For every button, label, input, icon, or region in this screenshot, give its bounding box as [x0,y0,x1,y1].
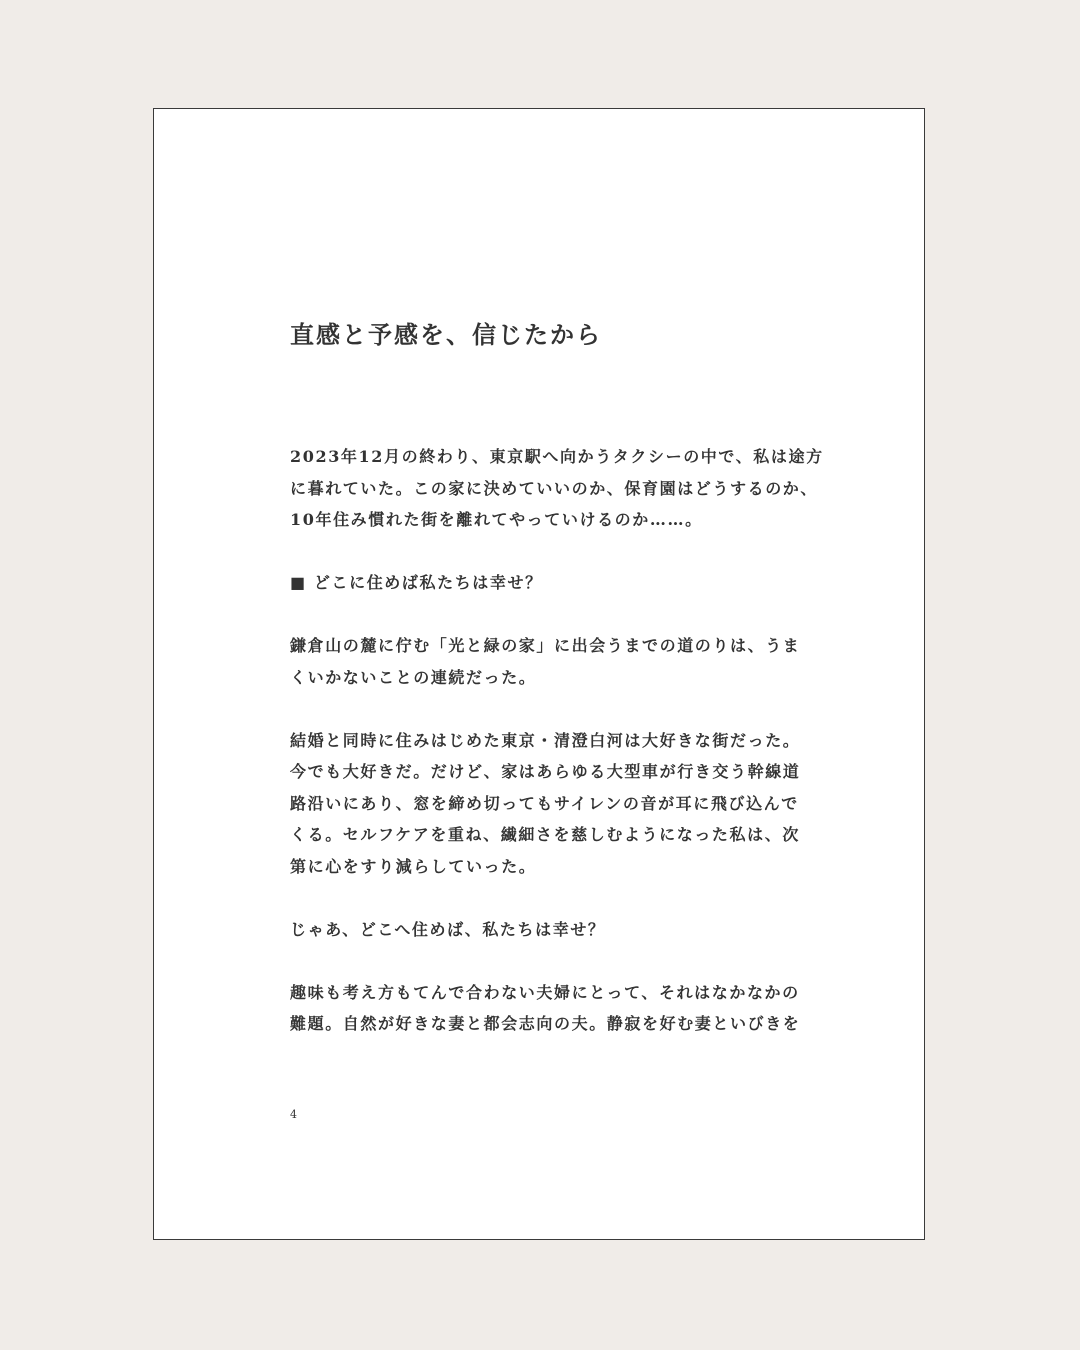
paragraph-gap [290,693,830,725]
text-line: 路沿いにあり、窓を締め切ってもサイレンの音が耳に飛び込んで [290,793,799,813]
paragraph [290,630,830,693]
paragraph [290,725,830,883]
paragraph-gap [290,882,830,914]
section-heading [290,567,830,599]
text-line: 趣味も考え方もてんで合わない夫婦にとって、それはなかなかの [290,982,800,1002]
paragraph [290,914,830,946]
text-line: じゃあ、どこへ住めば、私たちは幸せ？ [290,919,606,939]
text-line: 10年住み慣れた街を離れてやっていけるのか……。 [290,510,703,529]
text-line: 今でも大好きだ。だけど、家はあらゆる大型車が行き交う幹線道 [290,762,801,781]
book-page [153,108,925,1240]
chapter-title: 直感と予感を、信じたから [290,320,602,349]
text-line: 結婚と同時に住みはじめた東京・清澄白河は大好きな街だった。 [290,730,801,750]
text-line: に暮れていた。この家に決めていいのか、保育園はどうするのか、 [290,478,819,498]
text-line: くいかないことの連続だった。 [290,667,537,687]
page-number: 4 [290,1108,297,1121]
text-line: 第に心をすり減らしていった。 [290,856,537,876]
paragraph-gap [290,536,830,568]
paragraph-gap [290,945,830,977]
paragraph [290,977,830,1040]
text-line: 難題。自然が好きな妻と都会志向の夫。静寂を好む妻といびきを [290,1014,801,1033]
text-line: ■ どこに住めば私たちは幸せ？ [290,573,543,592]
body-text [290,441,830,1040]
paragraph [290,441,830,536]
text-line: 鎌倉山の麓に佇む「光と緑の家」に出会うまでの道のりは、うま [290,636,801,655]
paragraph-gap [290,599,830,631]
text-line: 2023年12月の終わり、東京駅へ向かうタクシーの中で、私は途方 [290,447,824,466]
text-line: くる。セルフケアを重ね、繊細さを慈しむようになった私は、次 [290,825,800,844]
